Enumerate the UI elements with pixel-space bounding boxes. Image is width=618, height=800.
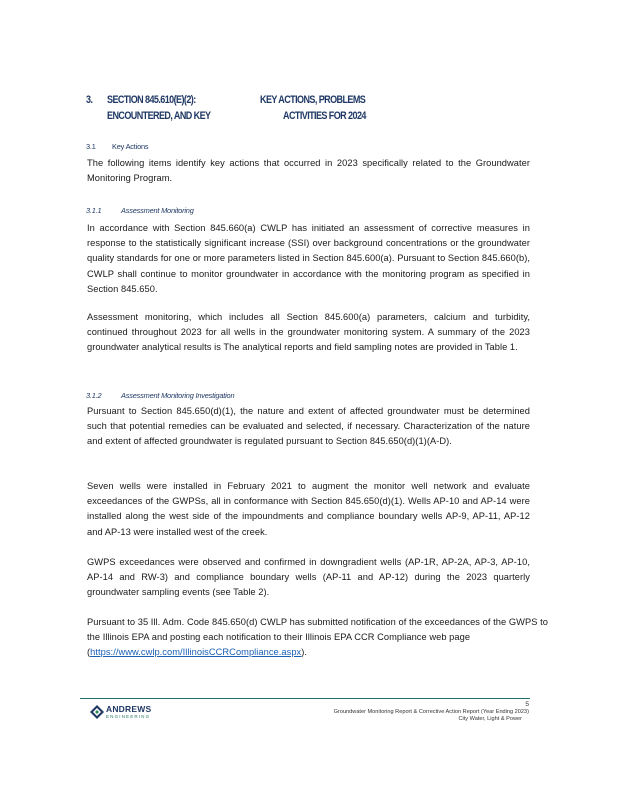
- section-label-line1: SECTION 845.610(E)(2):: [107, 94, 196, 106]
- investigation-paragraph-3: [87, 555, 530, 601]
- footer-report-title: Groundwater Monitoring Report & Corrective Action Report (Year Ending 2023): [333, 709, 529, 715]
- page-number: 5: [525, 701, 529, 708]
- assessment-monitoring-text-1: In accordance with Section 845.660(a) CWLP has initiated an assessment of corrective measures in response to the statistically significant increase (SSI) over background concentrations or the groundwater quality standards for one or more parameters listed in Section 845.600(a). Pursuant to Section 845.660(b), CWLP shall continue to monitor groundwater in accordance with the monitoring program as specified in Section 845.650.: [87, 223, 531, 294]
- notification-text: Pursuant to 35 Ill. Adm. Code 845.650(d) CWLP has submitted notification of the exceedances of the GWPS to the Illinois EPA and posting each notification to their Illinois EPA CCR Compliance web page (: [87, 617, 548, 658]
- andrews-engineering-logo: [90, 703, 170, 721]
- investigation-text-4: [87, 615, 557, 661]
- investigation-paragraph-2: [87, 479, 530, 540]
- subsection-3-1-2-number: 3.1.2: [86, 391, 102, 400]
- subsection-3-1-number: 3.1: [86, 142, 96, 151]
- subsection-3-1-1-title: Assessment Monitoring: [121, 206, 194, 215]
- assessment-monitoring-paragraph-2: [87, 310, 530, 356]
- subsection-3-1-title: Key Actions: [112, 142, 149, 151]
- investigation-paragraph-4: [87, 615, 557, 661]
- key-actions-text: The following items identify key actions that occurred in 2023 specifically related to the Groundwater Monitoring Program.: [87, 158, 530, 184]
- section-title-line1: KEY ACTIONS, PROBLEMS: [260, 94, 366, 106]
- investigation-paragraph-1: [87, 404, 530, 450]
- assessment-monitoring-paragraph-1: [87, 221, 530, 297]
- logo-sub: ENGINEERING: [106, 714, 151, 719]
- subsection-3-1-1-number: 3.1.1: [86, 206, 102, 215]
- subsection-3-1-2-title: Assessment Monitoring Investigation: [121, 391, 235, 400]
- logo-name: ANDREWS: [106, 704, 152, 714]
- footer-rule: [80, 698, 530, 699]
- investigation-text-2: Seven wells were installed in February 2021 to augment the monitor well network and evaluate exceedances of the GWPSs, all in conformance with Section 845.650(d)(1). Wells AP-10 and AP-14 were installed along the west side of the impoundments and compliance boundary wells AP-9, AP-11, AP-12 and AP-13 were installed west of the creek.: [87, 481, 530, 537]
- andrews-diamond-icon: [90, 705, 104, 719]
- investigation-text-3: GWPS exceedances were observed and confirmed in downgradient wells (AP-1R, AP-2A, AP-3, AP-10, AP-14 and RW-3) and compliance boundary wells (AP-11 and AP-12) during the 2023 quarterly groundwater sampling events (see Table 2).: [87, 557, 530, 598]
- section-number: 3.: [86, 94, 93, 106]
- key-actions-paragraph: [87, 156, 530, 186]
- compliance-web-link[interactable]: https://www.cwlp.com/IllinoisCCRCompliance.aspx: [90, 647, 302, 658]
- assessment-monitoring-text-2: Assessment monitoring, which includes all Section 845.600(a) parameters, calcium and turbidity, continued throughout 2023 for all wells in the groundwater monitoring system. A summary of the 2023 groundwater analytical results is The analytical reports and field sampling notes are provided in Table 1.: [87, 312, 530, 353]
- notification-end: ).: [301, 647, 308, 658]
- investigation-text-1: Pursuant to Section 845.650(d)(1), the nature and extent of affected groundwater must be determined such that potential remedies can be evaluated and selected, if necessary. Characterization of the nature and extent of affected groundwater is regulated pursuant to Section 845.650(d)(1)(A-D).: [87, 406, 530, 447]
- footer-client: City Water, Light & Power: [458, 716, 522, 722]
- section-title-line2: ACTIVITIES FOR 2024: [283, 110, 366, 122]
- section-label-line2: ENCOUNTERED, AND KEY: [107, 110, 211, 122]
